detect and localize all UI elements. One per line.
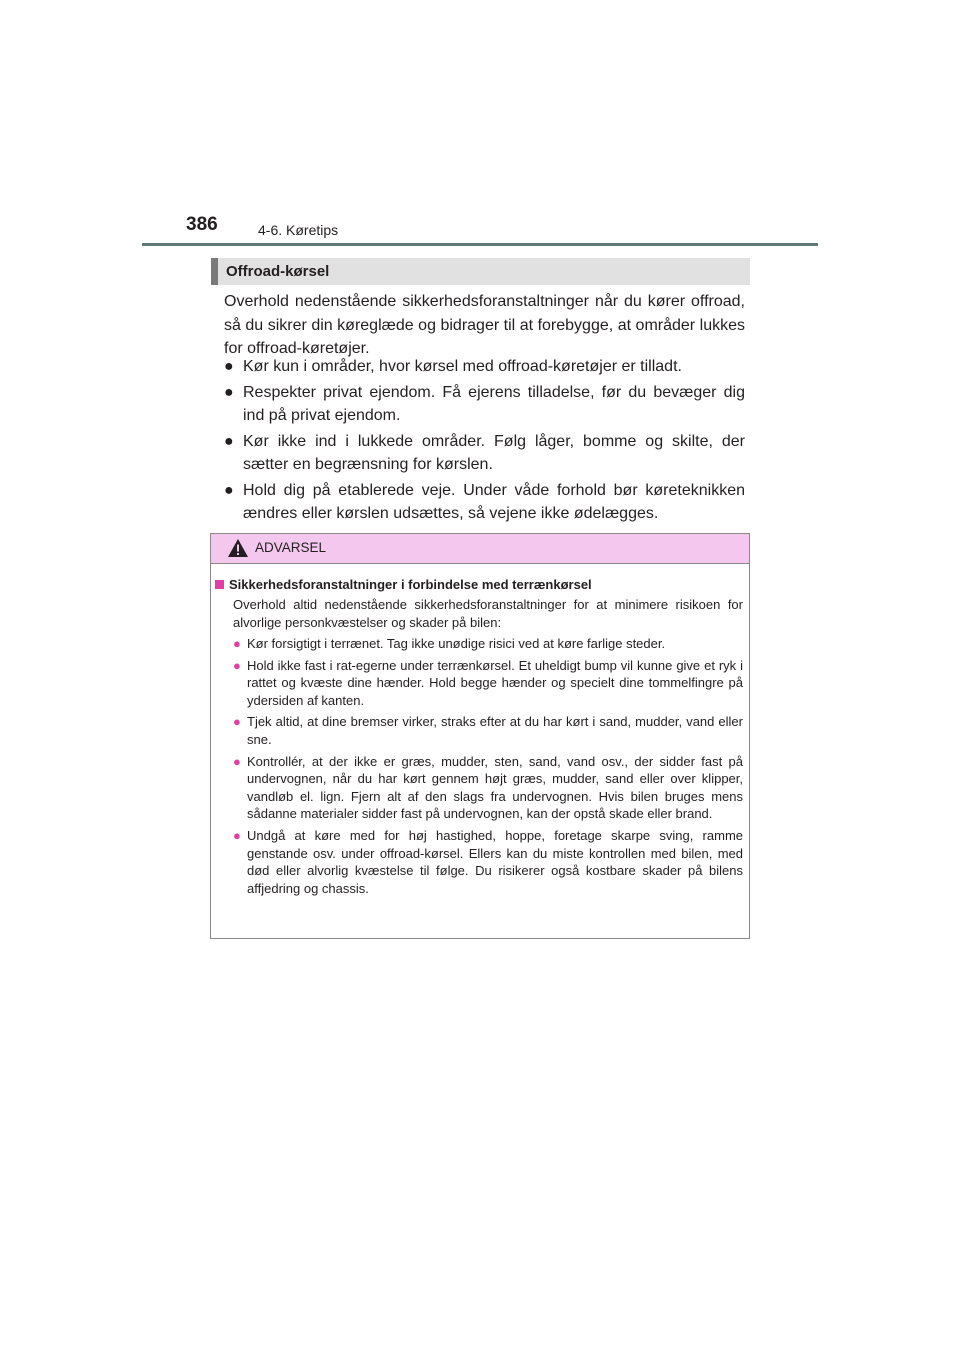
bullet-list [224, 355, 745, 528]
list-item: ● Hold dig på etablerede veje. Under våde forhold bør køreteknikken ændres eller kørslen udsættes, så vejene ikke ødelægges. [224, 479, 745, 526]
warning-body [211, 564, 749, 897]
bullet-icon: ● [233, 753, 241, 769]
warning-label: ADVARSEL [255, 540, 327, 555]
warning-list [233, 635, 743, 897]
bullet-icon: ● [224, 432, 234, 450]
warning-triangle-icon [227, 538, 249, 558]
bullet-icon: ● [233, 657, 241, 673]
bullet-icon: ● [233, 714, 241, 730]
bullet-icon: ● [233, 827, 241, 843]
list-item: ● Tjek altid, at dine bremser virker, straks efter at du har kørt i sand, mudder, vand eller sne. [233, 714, 743, 747]
list-item: ● Kontrollér, at der ikke er græs, mudder, sten, sand, vand osv., der sidder fast på undervognen, når du har kørt gennem højt græs, mudder, sand eller over klipper, vandløb el. lign. Fjern alt af den slags fra undervognen. Hvis bilen bruges mens sådanne materialer sidder fast på undervognen, kan der opstå skade eller brand. [233, 753, 743, 822]
list-item: ● Respekter privat ejendom. Få ejerens tilladelse, før du bevæger dig ind på privat ejendom. [224, 381, 745, 428]
square-bullet-icon [215, 580, 224, 589]
chapter-title: 4-6. Køretips [258, 222, 339, 238]
warning-box [210, 533, 750, 939]
warning-header [211, 534, 749, 564]
list-item: ● Kør kun i områder, hvor kørsel med offroad-køretøjer er tilladt. [224, 355, 745, 379]
page-header [0, 0, 960, 250]
list-item: ● Kør forsigtigt i terrænet. Tag ikke unødige risici ved at køre farlige steder. [233, 636, 666, 651]
header-rule [142, 243, 818, 246]
section-intro: Overhold nedenstående sikkerhedsforanstaltninger når du kører offroad, så du sikrer din køreglæde og bidrager til at forebygge, at områder lukkes for offroad-køretøjer. [224, 293, 745, 357]
bullet-icon: ● [224, 383, 234, 401]
bullet-icon: ● [224, 358, 234, 375]
warning-intro: Overhold altid nedenstående sikkerhedsforanstaltninger for at minimere risikoen for alvorlige personkvæstelser og skader på bilen: [233, 597, 743, 630]
warning-subheading: Sikkerhedsforanstaltninger i forbindelse med terrænkørsel [215, 576, 743, 593]
page-number: 386 [186, 214, 218, 235]
section-heading-bar [211, 258, 750, 285]
list-item: ● Undgå at køre med for høj hastighed, hoppe, foretage skarpe sving, ramme genstande osv. under offroad-kørsel. Ellers kan du miste kontrollen med bilen, med død eller alvorlig kvæstelse til følge. Du risikerer også kostbare skader på bilens affjedring og chassis. [233, 827, 743, 896]
list-item: ● Kør ikke ind i lukkede områder. Følg låger, bomme og skilte, der sætter en begrænsning for kørslen. [224, 430, 745, 477]
bullet-icon: ● [233, 636, 241, 651]
list-item: ● Hold ikke fast i rat-egerne under terrænkørsel. Et uheldigt bump vil kunne give et ryk i rattet og kvæste dine hænder. Hold begge hænder og specielt dine tommelfingre på ydersiden af kanten. [233, 657, 743, 708]
section-title: Offroad-kørsel [226, 263, 330, 280]
bullet-icon: ● [224, 481, 234, 499]
